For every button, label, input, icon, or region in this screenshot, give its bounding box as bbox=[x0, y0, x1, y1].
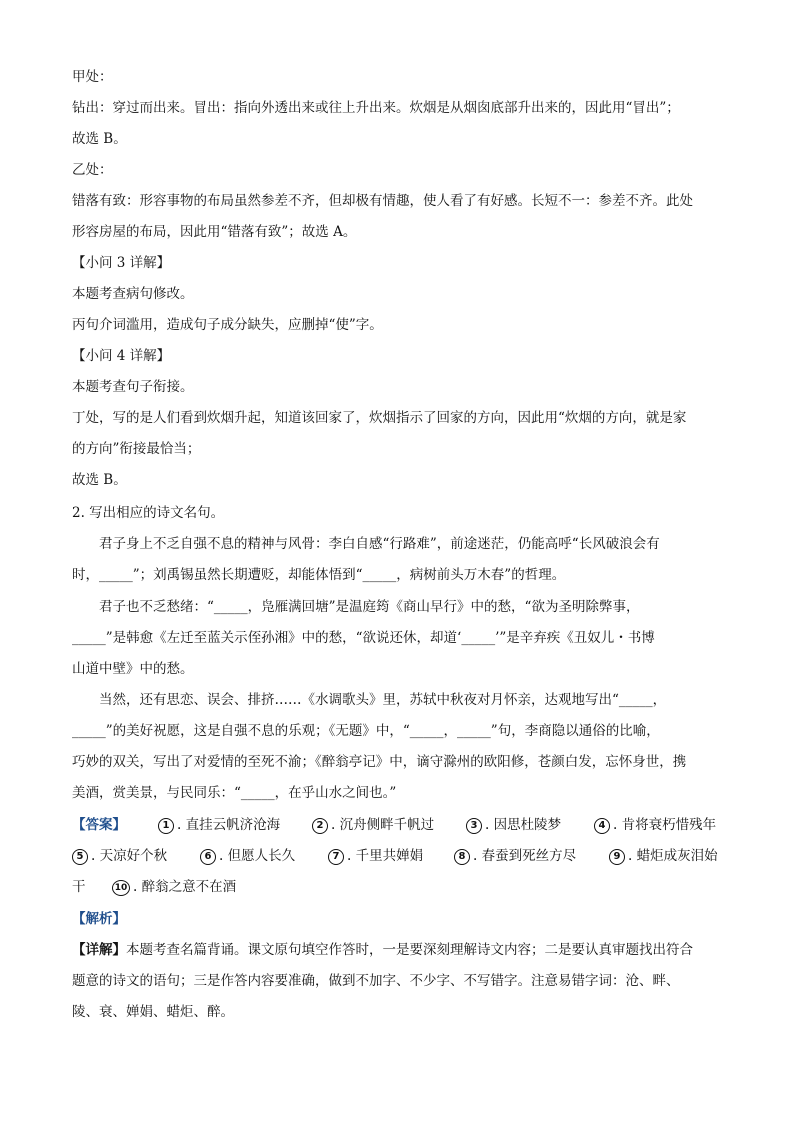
text-line: 的方向”衔接最恰当； bbox=[72, 441, 201, 457]
question-title: 2. 写出相应的诗文名句。 bbox=[72, 505, 225, 521]
answer-row bbox=[72, 816, 732, 834]
text-line: _____”是韩愈《左迁至蓝关示侄孙湘》中的愁，“欲说还休，却道‘_____’”是辛弃疾《丑奴儿・书博 bbox=[72, 630, 655, 646]
answer-text: . 因思杜陵梦 bbox=[485, 817, 562, 833]
answer-number: 9 bbox=[609, 849, 625, 865]
answer-label: 【答案】 bbox=[72, 817, 126, 833]
text-line: 钻出：穿过而出来。冒出：指向外透出来或往上升出来。炊烟是从烟囱底部升出来的，因此用“冒出”； bbox=[72, 100, 680, 116]
text-line: 故选 B。 bbox=[72, 472, 127, 488]
answer-item bbox=[609, 847, 718, 865]
answer-text: . 肯将衰朽惜残年 bbox=[613, 817, 717, 833]
analysis-text: 本题考查名篇背诵。课文原句填空作答时，一是要深刻理解诗文内容；二是要认真审题找出符合 bbox=[126, 942, 693, 958]
text-line: 题意的诗文的语句；三是作答内容要准确，做到不加字、不少字、不写错字。注意易错字词：沧、畔、 bbox=[72, 973, 680, 989]
answer-number: 2 bbox=[312, 818, 328, 834]
answer-text: . 醉翁之意不在酒 bbox=[133, 879, 237, 895]
answer-text: . 但愿人长久 bbox=[219, 848, 296, 864]
answer-item bbox=[312, 816, 434, 834]
answer-text: . 沉舟侧畔千帆过 bbox=[331, 817, 435, 833]
text-line: 巧妙的双关，写出了对爱情的至死不渝；《醉翁亭记》中，谪守滁州的欧阳修，苍颜白发，忘怀身世，携 bbox=[72, 754, 687, 770]
text-line: 陵、衰、婵娟、蜡炬、醉。 bbox=[72, 1004, 234, 1020]
answer-row bbox=[72, 878, 732, 896]
answer-item bbox=[72, 847, 167, 865]
text-line: 甲处： bbox=[72, 69, 113, 85]
section-heading: 【小问 3 详解】 bbox=[72, 255, 171, 271]
answer-number: 10 bbox=[112, 880, 130, 896]
answer-number: 3 bbox=[466, 818, 482, 834]
answer-text: . 蜡炬成灰泪始 bbox=[628, 848, 718, 864]
answer-wrap-text: 干 bbox=[72, 879, 86, 895]
answer-item bbox=[200, 847, 295, 865]
text-line: 丁处，写的是人们看到炊烟升起，知道该回家了，炊烟指示了回家的方向，因此用“炊烟的方向，就是家 bbox=[72, 410, 687, 426]
text-line: 本题考查句子衔接。 bbox=[72, 379, 194, 395]
answer-text: . 天凉好个秋 bbox=[91, 848, 168, 864]
section-heading: 【小问 4 详解】 bbox=[72, 348, 171, 364]
text-line: 故选 B。 bbox=[72, 131, 127, 147]
answer-item bbox=[158, 816, 280, 834]
answer-item bbox=[112, 878, 236, 896]
text-line: 时，_____”；刘禹锡虽然长期遭贬，却能体悟到“_____，病树前头万木春”的哲理。 bbox=[72, 567, 566, 583]
answer-row bbox=[72, 847, 732, 865]
answer-text: . 千里共婵娟 bbox=[347, 848, 424, 864]
text-line: 山道中壁》中的愁。 bbox=[72, 661, 194, 677]
analysis-line bbox=[72, 941, 693, 959]
answer-item bbox=[466, 816, 561, 834]
answer-number: 5 bbox=[72, 849, 88, 865]
answer-number: 6 bbox=[200, 849, 216, 865]
text-line: 错落有致：形容事物的布局虽然参差不齐，但却极有情趣，使人看了有好感。长短不一：参差不齐。此处 bbox=[72, 193, 693, 209]
answer-number: 8 bbox=[454, 849, 470, 865]
answer-number: 1 bbox=[158, 818, 174, 834]
text-line: 君子也不乏愁绪：“_____，凫雁满回塘”是温庭筠《商山早行》中的愁，“欲为圣明除弊事， bbox=[99, 599, 640, 615]
answer-text: . 春蚕到死丝方尽 bbox=[473, 848, 577, 864]
text-line: 当然，还有思恋、误会、排挤……《水调歌头》里，苏轼中秋夜对月怀亲，达观地写出“_____， bbox=[99, 692, 667, 708]
answer-item bbox=[328, 847, 423, 865]
text-line: 君子身上不乏自强不息的精神与风骨：李白自感“行路难”，前途迷茫，仍能高呼“长风破浪会有 bbox=[99, 536, 660, 552]
answer-item bbox=[594, 816, 716, 834]
text-line: 丙句介词滥用，造成句子成分缺失，应删掉“使”字。 bbox=[72, 317, 383, 333]
text-line: 形容房屋的布局，因此用“错落有致”；故选 A。 bbox=[72, 224, 357, 240]
text-line: 本题考查病句修改。 bbox=[72, 286, 194, 302]
answer-item bbox=[454, 847, 576, 865]
text-line: _____”的美好祝愿，这是自强不息的乐观；《无题》中，“_____，_____”句，李商隐以通俗的比喻， bbox=[72, 723, 660, 739]
text-line: 乙处： bbox=[72, 162, 113, 178]
answer-number: 7 bbox=[328, 849, 344, 865]
analysis-label: 【解析】 bbox=[72, 911, 126, 927]
text-line: 美酒，赏美景，与民同乐：“_____，在乎山水之间也。” bbox=[72, 785, 397, 801]
answer-number: 4 bbox=[594, 818, 610, 834]
answer-text: . 直挂云帆济沧海 bbox=[177, 817, 281, 833]
detail-label: 【详解】 bbox=[72, 942, 126, 958]
